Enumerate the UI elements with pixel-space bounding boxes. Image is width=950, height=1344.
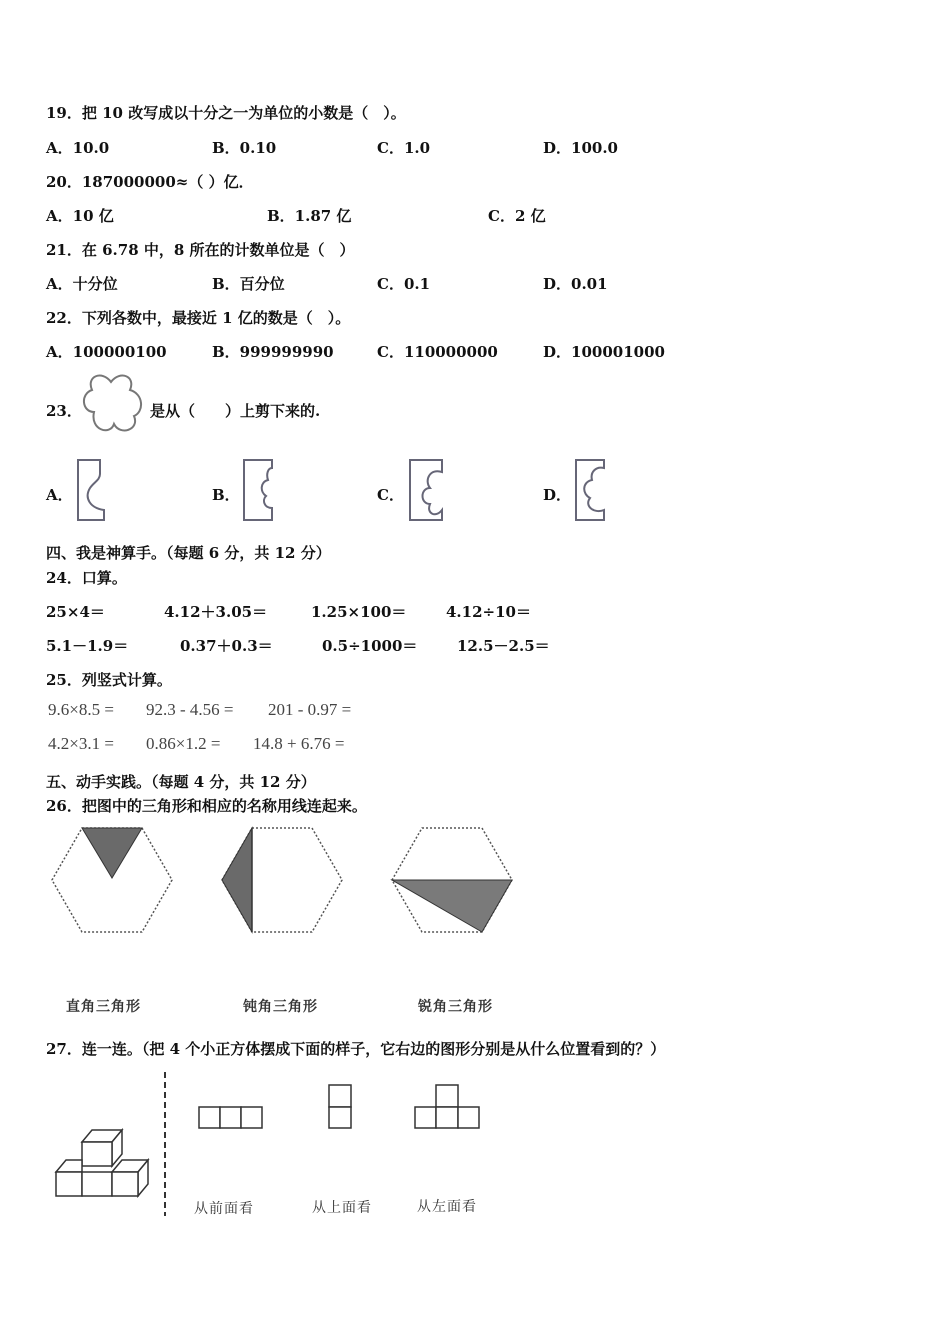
q19-option-b[interactable]: B．0.10 xyxy=(212,139,277,157)
q24-r1-4: 4.12÷10＝ xyxy=(446,603,531,621)
q23-option-d[interactable]: D． xyxy=(543,486,572,504)
dashed-divider xyxy=(163,1072,167,1218)
q24-r1-3: 1.25×100＝ xyxy=(311,603,407,621)
q22-option-c[interactable]: C．110000000 xyxy=(377,343,498,361)
q23-option-c[interactable]: C． xyxy=(377,486,404,504)
q20-option-a[interactable]: A．10 亿 xyxy=(46,207,114,225)
q21-stem: 21．在 6.78 中，8 所在的计数单位是（ ） xyxy=(46,241,355,259)
q25-r1-1: 9.6×8.5 = xyxy=(48,700,114,719)
label-top-view: 从上面看 xyxy=(312,1200,372,1216)
q25-stem: 25．列竖式计算。 xyxy=(46,671,172,689)
q24-r2-1: 5.1－1.9＝ xyxy=(46,637,129,655)
q24-r2-2: 0.37＋0.3＝ xyxy=(180,637,273,655)
q19-option-c[interactable]: C．1.0 xyxy=(377,139,431,157)
view-two-vertical xyxy=(328,1084,354,1130)
q24-r2-4: 12.5－2.5＝ xyxy=(457,637,550,655)
q19-option-d[interactable]: D．100.0 xyxy=(543,139,618,157)
q19-option-a[interactable]: A．10.0 xyxy=(46,139,110,157)
q21-option-c[interactable]: C．0.1 xyxy=(377,275,431,293)
option-d-shape xyxy=(574,458,606,522)
q22-stem: 22．下列各数中，最接近 1 亿的数是（ ）。 xyxy=(46,309,351,327)
label-front-view: 从前面看 xyxy=(194,1201,254,1217)
q24-r1-2: 4.12＋3.05＝ xyxy=(164,603,268,621)
q21-option-a[interactable]: A．十分位 xyxy=(46,275,118,293)
cube-arrangement xyxy=(52,1128,152,1200)
hexagon-acute-triangle xyxy=(390,826,514,934)
q22-option-b[interactable]: B．999999990 xyxy=(212,343,334,361)
q23-number: 23． xyxy=(46,402,82,420)
q22-option-a[interactable]: A．100000100 xyxy=(46,343,167,361)
q20-stem: 20．187000000≈（ ）亿． xyxy=(46,173,254,191)
hexagon-right-triangle xyxy=(50,826,174,934)
q25-r2-3: 14.8 + 6.76 = xyxy=(253,734,345,753)
q24-stem: 24．口算。 xyxy=(46,569,127,587)
q23-option-b[interactable]: B． xyxy=(212,486,240,504)
q25-r2-2: 0.86×1.2 = xyxy=(146,734,221,753)
option-c-shape xyxy=(408,458,444,522)
q26-stem: 26．把图中的三角形和相应的名称用线连起来。 xyxy=(46,797,367,815)
q25-r2-1: 4.2×3.1 = xyxy=(48,734,114,753)
option-b-shape xyxy=(242,458,274,522)
cloverleaf-figure xyxy=(80,372,142,438)
label-left-view: 从左面看 xyxy=(417,1199,477,1215)
hexagon-obtuse-triangle xyxy=(220,826,344,934)
q24-r1-1: 25×4＝ xyxy=(46,603,105,621)
label-acute-triangle: 锐角三角形 xyxy=(418,999,493,1015)
q19-stem: 19．把 10 改写成以十分之一为单位的小数是（ ）。 xyxy=(46,104,406,122)
label-right-triangle: 直角三角形 xyxy=(66,999,141,1015)
option-a-shape xyxy=(76,458,108,522)
q21-option-d[interactable]: D．0.01 xyxy=(543,275,608,293)
q20-option-b[interactable]: B．1.87 亿 xyxy=(267,207,352,225)
q23-stem: 是从（ ）上剪下来的. xyxy=(150,402,321,420)
section4-title: 四、我是神算手。（每题 6 分，共 12 分） xyxy=(46,544,331,562)
q27-stem: 27．连一连。（把 4 个小正方体摆成下面的样子，它右边的图形分别是从什么位置看到的？） xyxy=(46,1040,666,1058)
view-t-shape xyxy=(414,1084,482,1130)
q20-option-c[interactable]: C．2 亿 xyxy=(488,207,546,225)
q23-option-a[interactable]: A． xyxy=(46,486,73,504)
q25-r1-3: 201 - 0.97 = xyxy=(268,700,352,719)
q22-option-d[interactable]: D．100001000 xyxy=(543,343,665,361)
label-obtuse-triangle: 钝角三角形 xyxy=(243,999,318,1015)
q24-r2-3: 0.5÷1000＝ xyxy=(322,637,418,655)
q25-r1-2: 92.3 - 4.56 = xyxy=(146,700,234,719)
view-three-horizontal xyxy=(198,1106,266,1130)
q21-option-b[interactable]: B．百分位 xyxy=(212,275,285,293)
section5-title: 五、动手实践。（每题 4 分，共 12 分） xyxy=(46,773,316,791)
